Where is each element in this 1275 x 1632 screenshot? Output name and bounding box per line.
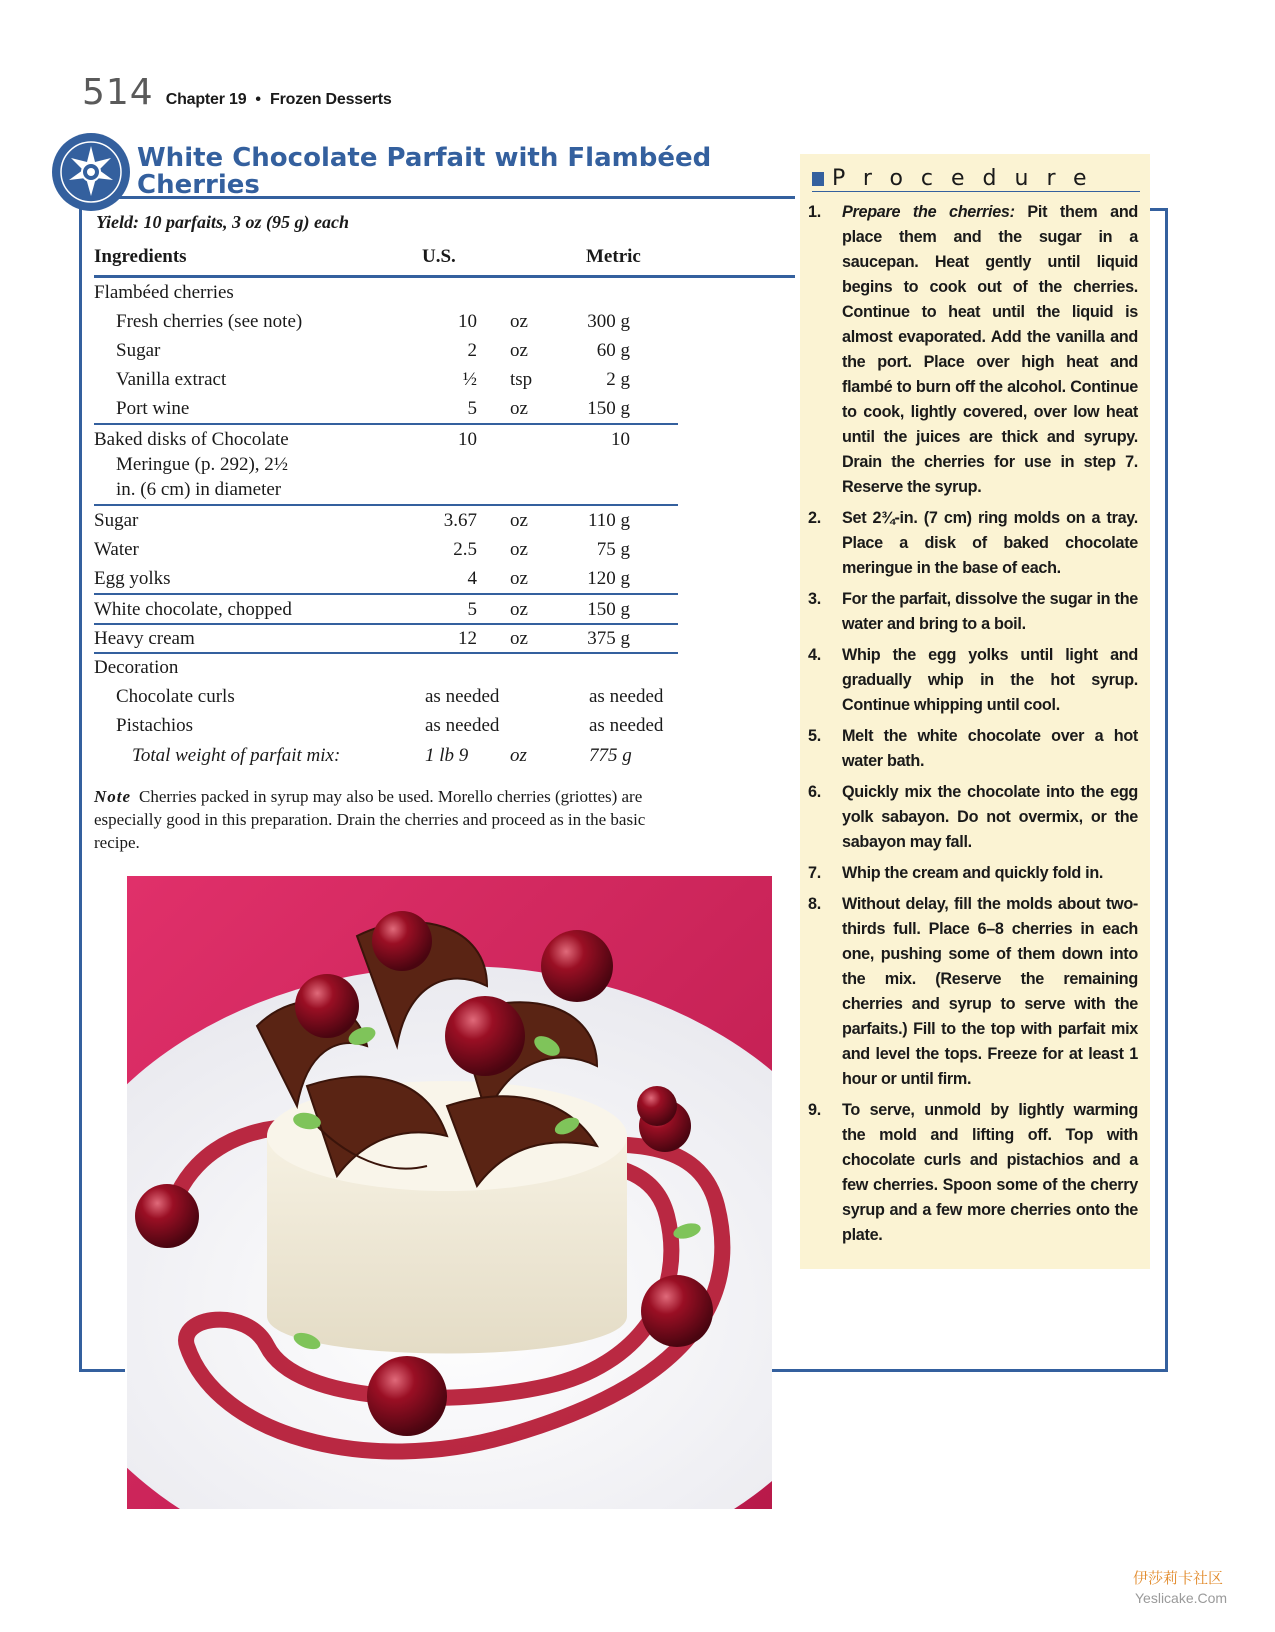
running-header [82, 72, 392, 116]
ingredient-name: Water [94, 539, 139, 560]
header-rule [94, 275, 795, 278]
us-unit: oz [510, 340, 528, 361]
procedure-step [808, 724, 1138, 774]
procedure-step [808, 643, 1138, 718]
step-text: Melt the white chocolate over a hot water bath. [842, 727, 1138, 770]
col-us: U.S. [422, 246, 456, 267]
us-unit: oz [510, 599, 528, 620]
us-unit: oz [510, 510, 528, 531]
metric-quantity: 375 g [587, 628, 630, 649]
total-label: Total weight of parfait mix: [132, 745, 341, 766]
note-text: Cherries packed in syrup may also be used. Morello cherries (griottes) are especially good in this preparation. Drain the cherries and proceed as in the basic recipe. [94, 787, 646, 852]
procedure-rule [812, 191, 1140, 192]
procedure-step [808, 861, 1138, 886]
row-separator [94, 652, 678, 654]
page-number: 514 [82, 72, 154, 113]
metric-quantity: 10 [611, 429, 630, 450]
us-unit: oz [510, 539, 528, 560]
recipe-yield: Yield: 10 parfaits, 3 oz (95 g) each [96, 212, 349, 232]
us-unit: oz [510, 568, 528, 589]
ingredient-name: Sugar [116, 340, 161, 361]
frame-bottom-left [79, 1369, 125, 1372]
row-separator [94, 423, 678, 425]
total-us-quantity: 1 lb 9 [425, 745, 469, 766]
ingredient-name: Decoration [94, 657, 179, 678]
procedure-step [808, 506, 1138, 581]
step-number: 6. [808, 783, 821, 801]
frame-right [1165, 208, 1168, 1372]
procedure-steps [808, 200, 1138, 1254]
metric-quantity: 300 g [587, 311, 630, 332]
procedure-title: Procedure [832, 166, 1105, 191]
metric-quantity: 120 g [587, 568, 630, 589]
step-text: For the parfait, dissolve the sugar in the water and bring to a boil. [842, 590, 1138, 633]
col-ingredients: Ingredients [94, 246, 187, 267]
us-quantity: 10 [458, 429, 477, 450]
total-us-unit: oz [510, 745, 527, 766]
step-text: Quickly mix the chocolate into the egg yolk sabayon. Do not overmix, or the sabayon may fall. [842, 783, 1138, 851]
step-lead: Prepare the cherries: [842, 203, 1015, 221]
ingredient-name: Heavy cream [94, 628, 195, 649]
step-number: 7. [808, 864, 821, 882]
us-quantity: 10 [458, 311, 477, 332]
ingredient-name: Chocolate curls [116, 686, 235, 707]
watermark-site: Yeslicake.Com [1135, 1590, 1228, 1606]
us-quantity: 5 [467, 398, 477, 419]
us-quantity: 3.67 [443, 510, 477, 531]
bullet-separator: • [255, 91, 262, 108]
procedure-step [808, 1098, 1138, 1248]
ingredient-name: Baked disks of Chocolate [94, 429, 289, 450]
ingredient-name: Port wine [116, 398, 190, 419]
us-quantity: ½ [462, 369, 477, 390]
metric-quantity: 110 g [587, 510, 630, 531]
recipe-note [94, 785, 694, 854]
ingredient-name: Egg yolks [94, 568, 171, 589]
table-row [94, 427, 678, 505]
ingredients-header [94, 246, 794, 278]
watermark-cn: 伊莎莉卡社区 [1133, 1569, 1224, 1587]
row-separator [94, 504, 678, 506]
metric-quantity: as needed [589, 686, 664, 707]
step-number: 5. [808, 727, 821, 745]
us-quantity: 2.5 [453, 539, 477, 560]
procedure-step [808, 587, 1138, 637]
ingredient-name: Fresh cherries (see note) [116, 311, 303, 332]
note-label: Note [94, 787, 132, 806]
frame-bottom-right [772, 1369, 1168, 1372]
procedure-marker [812, 172, 824, 186]
step-text: Pit them and place them and the sugar in a saucepan. Heat gently until liquid begins to cook out of the cherries. Continue to heat until the liquid is almost evaporated. Add the vanilla and the port. Place over high heat and flambé to burn off the alcohol. Continue to cook, lightly covered, over low heat until the juices are thick and syrupy. Drain the cherries for use in step 7. Reserve the syrup. [842, 203, 1138, 496]
procedure-step [808, 200, 1138, 500]
step-text: Whip the cream and quickly fold in. [842, 864, 1104, 882]
us-unit: tsp [510, 369, 533, 390]
step-number: 4. [808, 646, 821, 664]
step-number: 9. [808, 1101, 821, 1119]
us-quantity: 5 [467, 599, 477, 620]
ingredient-name: Sugar [94, 510, 139, 531]
metric-quantity: 2 g [606, 369, 630, 390]
row-separator [94, 623, 678, 625]
us-quantity: 12 [458, 628, 477, 649]
step-text: Whip the egg yolks until light and gradually whip in the hot syrup. Continue whipping until cool. [842, 646, 1138, 714]
parfait-photo [127, 876, 772, 1509]
us-unit: oz [510, 628, 528, 649]
ingredient-name: Flambéed cherries [94, 282, 234, 303]
metric-quantity: 60 g [596, 340, 630, 361]
step-text: Set 2¾-in. (7 cm) ring molds on a tray. Place a disk of baked chocolate meringue in the base of each. [842, 509, 1138, 577]
ingredient-name: Pistachios [116, 715, 194, 736]
ingredient-name-line3: in. (6 cm) in diameter [116, 479, 282, 500]
metric-quantity: 150 g [587, 398, 630, 419]
metric-quantity: 150 g [587, 599, 630, 620]
frame-left [79, 196, 82, 1371]
step-number: 2. [808, 509, 821, 527]
step-text: To serve, unmold by lightly warming the mold and lifting off. Top with chocolate curls and pistachios and a few cherries. Spoon some of the cherry syrup and a few more cherries onto the plate. [842, 1101, 1138, 1244]
us-quantity: 2 [467, 340, 477, 361]
us-quantity: as needed [425, 686, 500, 707]
metric-quantity: 75 g [596, 539, 630, 560]
ingredient-name: White chocolate, chopped [94, 599, 292, 620]
us-unit: oz [510, 311, 528, 332]
row-separator [94, 593, 678, 595]
school-seal-icon [51, 132, 131, 212]
chapter-label: Chapter 19 [165, 91, 247, 108]
ingredient-name: Vanilla extract [116, 369, 227, 390]
ingredient-name-line2: Meringue (p. 292), 2½ [116, 454, 289, 475]
step-number: 3. [808, 590, 821, 608]
section-label: Frozen Desserts [270, 91, 392, 108]
metric-quantity: as needed [589, 715, 664, 736]
step-number: 8. [808, 895, 821, 913]
total-metric-quantity: 775 g [589, 745, 632, 766]
step-number: 1. [808, 203, 821, 221]
procedure-step [808, 892, 1138, 1092]
step-text: Without delay, fill the molds about two-thirds full. Place 6–8 cherries in each one, pushing some of them down into the mix. (Reserve the remaining cherries and syrup to serve with the parfaits.) Fill to the top with parfait mix and level the tops. Freeze for at least 1 hour or until firm. [842, 895, 1138, 1088]
us-quantity: as needed [425, 715, 500, 736]
procedure-step [808, 780, 1138, 855]
col-metric: Metric [586, 246, 641, 267]
us-unit: oz [510, 398, 528, 419]
us-quantity: 4 [467, 568, 477, 589]
recipe-title: White Chocolate Parfait with Flambéed Cherries [137, 143, 712, 200]
